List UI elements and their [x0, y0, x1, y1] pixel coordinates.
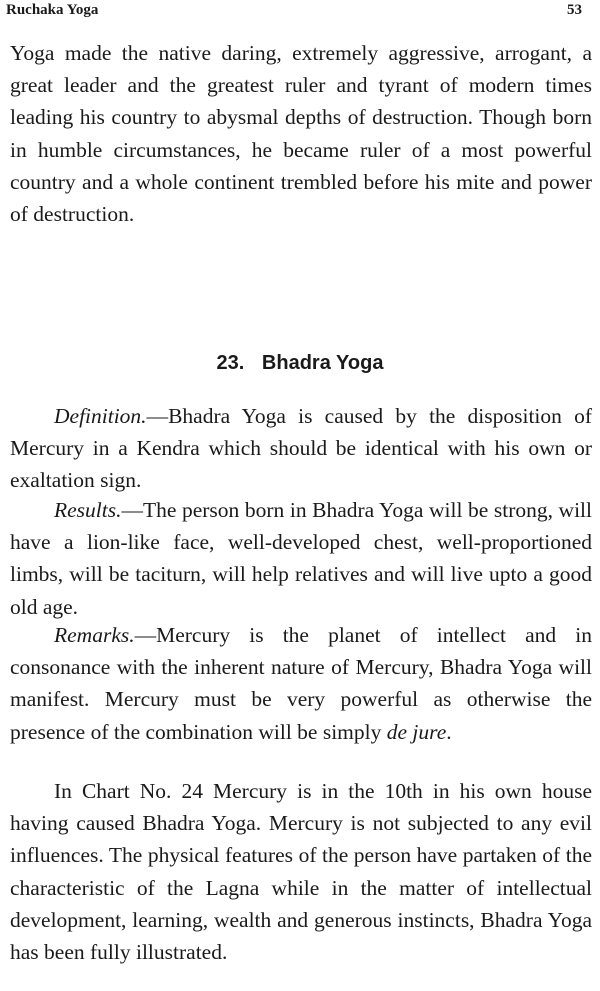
- chart-paragraph-text: In Chart No. 24 Mercury is in the 10th in his own house having caused Bhadra Yoga. Mercury is not subjected to any evil influences. The physical features of the person have partaken of the characteristic of the Lagna while in the matter of intellectual development, learning, wealth and generous instincts, Bhadra Yoga has been fully illustrated.: [10, 779, 592, 965]
- definition-label: Definition.: [54, 404, 147, 428]
- remarks-text: Mercury is the planet of intellect and in consonance with the inherent nature of Mercury, Bhadra Yoga will manifest. Mercury must be very powerful as otherwise the presence of the combination will be simply: [10, 623, 592, 744]
- section-number: 23.: [216, 352, 245, 374]
- remarks-italic-term: de jure: [386, 719, 447, 744]
- remarks-paragraph: [10, 619, 592, 748]
- remarks-end: .: [446, 719, 452, 744]
- results-paragraph: [10, 494, 592, 623]
- page-header: [6, 0, 582, 22]
- running-title: Ruchaka Yoga: [6, 2, 99, 18]
- remarks-label: Remarks.: [54, 623, 135, 647]
- section-title: Bhadra Yoga: [261, 352, 384, 374]
- definition-paragraph: [10, 400, 592, 497]
- definition-text: Bhadra Yoga is caused by the disposition of Mercury in a Kendra which should be identical with his own or exaltation sign.: [10, 404, 592, 493]
- remarks-dash: —: [134, 623, 157, 647]
- intro-paragraph: Yoga made the native daring, extremely aggressive, arrogant, a great leader and the greatest ruler and tyrant of modern times leading his country to abysmal depths of destruction. Though born in humble circumstances, he became ruler of a most powerful country and a whole continent trembled before his mite and power of destruction.: [10, 41, 592, 227]
- definition-dash: —: [146, 404, 169, 428]
- results-text: The person born in Bhadra Yoga will be strong, will have a lion-like face, well-developed chest, well-proportioned limbs, will be taciturn, will help relatives and will live upto a good old age.: [10, 498, 592, 619]
- results-dash: —: [121, 498, 143, 522]
- page-number: 53: [567, 2, 582, 18]
- section-heading: [0, 352, 600, 375]
- chart-paragraph: [10, 775, 592, 968]
- results-label: Results.: [54, 498, 122, 522]
